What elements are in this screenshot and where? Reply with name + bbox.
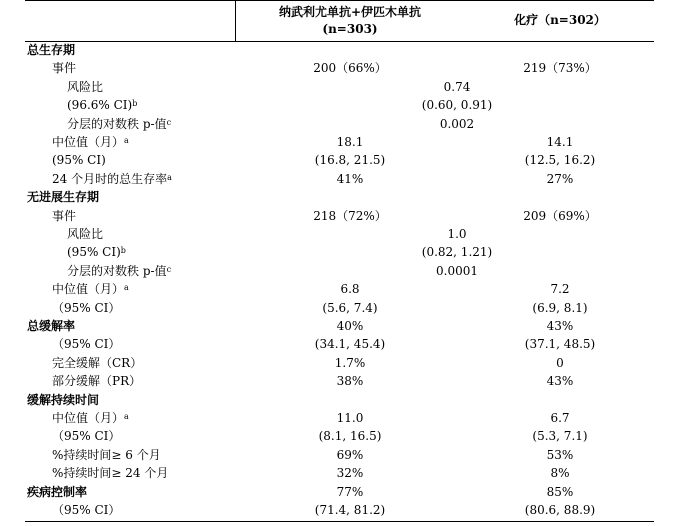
row-label-text: 中位值（月） — [52, 135, 125, 149]
value-chemo: (80.6, 88.9) — [524, 503, 596, 517]
row-label-text: 中位值（月） — [52, 282, 125, 297]
row-label — [67, 116, 171, 133]
value-nivo-ipi: 18.1 — [336, 135, 364, 149]
value-nivo-ipi: 69% — [336, 447, 364, 462]
header-col1-line1: 纳武利尤单抗+伊匹木单抗 — [278, 5, 422, 19]
value-chemo: 27% — [546, 171, 574, 186]
table-bottom-rule — [25, 521, 654, 522]
row-label — [52, 300, 120, 317]
value-chemo: (12.5, 16.2) — [524, 153, 596, 168]
header-col1-line2: (n=303) — [322, 22, 378, 36]
row-label-text: 部分缓解（PR） — [52, 374, 142, 389]
row-label — [52, 502, 120, 519]
value-comparison: 0.002 — [439, 116, 475, 131]
value-nivo-ipi: (34.1, 45.4) — [314, 337, 386, 352]
row-label-text: 缓解持续时间 — [27, 392, 100, 407]
row-label — [52, 336, 120, 353]
value-comparison: (0.60, 0.91) — [421, 98, 493, 113]
value-chemo: 8% — [550, 466, 570, 481]
row-label — [52, 465, 168, 482]
value-nivo-ipi: 1.7% — [334, 355, 366, 370]
value-chemo: 85% — [546, 484, 574, 499]
value-nivo-ipi: (8.1, 16.5) — [318, 429, 382, 444]
row-label-text: 总缓解率 — [27, 319, 76, 333]
row-label — [67, 244, 126, 261]
value-nivo-ipi: 6.8 — [340, 282, 360, 297]
value-chemo: 43% — [546, 374, 574, 389]
footnote-marker: b — [120, 246, 126, 256]
header-bottom-rule — [25, 41, 654, 42]
row-label — [52, 171, 172, 188]
row-label — [52, 208, 76, 225]
section-header — [27, 392, 99, 409]
row-label-text: 风险比 — [67, 227, 104, 241]
row-label-text: 分层的对数秩 p-值 — [67, 116, 167, 131]
row-label-text: %持续时间≥ 6 个月 — [52, 447, 161, 462]
row-label — [52, 410, 129, 427]
value-chemo: 14.1 — [546, 135, 574, 149]
value-comparison: 0.74 — [443, 79, 471, 94]
value-chemo: 43% — [546, 319, 574, 333]
footnote-marker: a — [124, 412, 129, 421]
row-label-text: 疾病控制率 — [27, 484, 88, 499]
row-label — [52, 373, 141, 390]
row-label-text: 事件 — [52, 61, 77, 76]
row-label-text: 24 个月时的总生存率 — [52, 171, 168, 186]
value-chemo: (5.3, 7.1) — [532, 429, 588, 444]
row-label-text: （95% CI） — [52, 300, 121, 315]
row-label-text: （95% CI） — [52, 337, 121, 352]
value-comparison: 1.0 — [447, 227, 467, 241]
value-chemo: 7.2 — [550, 282, 570, 297]
value-nivo-ipi: 32% — [336, 466, 364, 481]
footnote-marker: a — [124, 283, 129, 293]
value-nivo-ipi: 40% — [336, 319, 364, 333]
row-label-text: 中位值（月） — [52, 411, 125, 425]
value-nivo-ipi: (71.4, 81.2) — [314, 503, 386, 517]
row-label-text: (95% CI) — [67, 245, 121, 260]
row-label — [52, 152, 106, 169]
row-label-text: 无进展生存期 — [27, 190, 100, 205]
footnote-marker: b — [132, 99, 138, 109]
row-label-text: （95% CI） — [52, 429, 121, 444]
row-label — [52, 428, 120, 445]
row-label-text: （95% CI） — [52, 503, 121, 517]
footnote-marker: c — [166, 264, 172, 274]
section-header — [27, 484, 87, 501]
value-nivo-ipi: (16.8, 21.5) — [314, 153, 386, 168]
row-label — [52, 355, 142, 372]
row-label-text: 事件 — [52, 208, 77, 223]
value-chemo: 209（69%） — [523, 208, 597, 223]
value-nivo-ipi: 77% — [336, 484, 364, 499]
value-chemo: (37.1, 48.5) — [524, 337, 596, 352]
footnote-marker: a — [124, 136, 129, 145]
value-chemo: (6.9, 8.1) — [532, 300, 588, 315]
row-label-text: 完全缓解（CR） — [52, 355, 143, 370]
row-label — [67, 263, 171, 280]
row-label-text: (95% CI) — [52, 153, 106, 168]
value-chemo: 219（73%） — [523, 61, 597, 76]
value-nivo-ipi: (5.6, 7.4) — [322, 300, 378, 315]
column-divider — [235, 0, 236, 42]
row-label — [52, 134, 129, 151]
value-comparison: (0.82, 1.21) — [421, 245, 493, 260]
footnote-marker: c — [166, 117, 172, 127]
row-label-text: %持续时间≥ 24 个月 — [52, 466, 169, 481]
value-nivo-ipi: 218（72%） — [313, 208, 387, 223]
header-col2: 化疗（n=302） — [514, 13, 606, 27]
row-label-text: 风险比 — [67, 79, 104, 94]
value-comparison: 0.0001 — [436, 263, 478, 278]
value-chemo: 0 — [556, 355, 564, 370]
row-label — [67, 226, 103, 243]
value-nivo-ipi: 200（66%） — [313, 61, 387, 76]
section-header — [27, 318, 75, 335]
row-label — [67, 97, 137, 114]
row-label-text: 分层的对数秩 p-值 — [67, 263, 167, 278]
row-label — [52, 447, 161, 464]
value-nivo-ipi: 38% — [336, 374, 364, 389]
section-header — [27, 189, 99, 206]
row-label — [67, 79, 103, 96]
row-label — [52, 60, 76, 77]
row-label-text: 总生存期 — [27, 43, 76, 57]
value-chemo: 53% — [546, 447, 574, 462]
footnote-marker: a — [167, 172, 172, 182]
table-top-rule — [25, 0, 654, 1]
section-header — [27, 42, 75, 59]
row-label — [52, 281, 129, 298]
row-label-text: (96.6% CI) — [67, 98, 133, 113]
value-nivo-ipi: 41% — [336, 171, 364, 186]
value-chemo: 6.7 — [550, 411, 570, 425]
value-nivo-ipi: 11.0 — [336, 411, 364, 425]
